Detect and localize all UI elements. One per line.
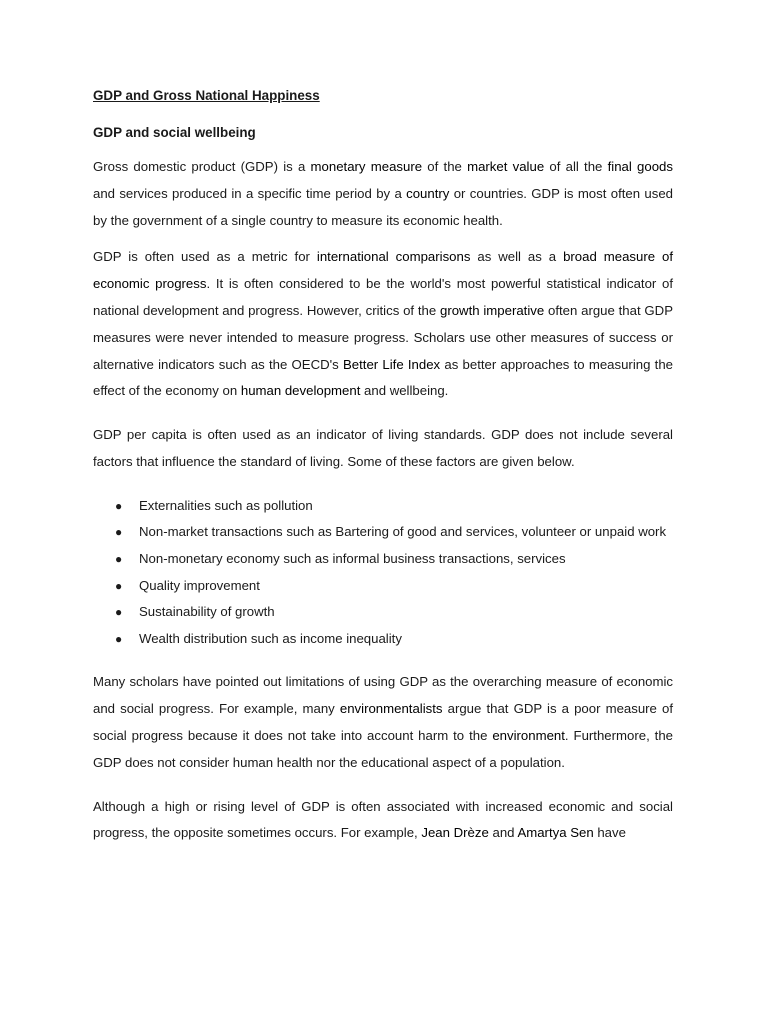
bullet-icon: ● — [115, 551, 123, 566]
link-market-value[interactable]: market value — [467, 159, 545, 174]
link-final-goods[interactable]: final goods — [607, 159, 673, 174]
list-item — [93, 599, 673, 626]
list-item-text: Sustainability of growth — [139, 604, 275, 620]
document-page — [93, 86, 673, 847]
text-run: or countries. GDP is most often used by the government of a single country to measure its economic health. — [93, 185, 673, 228]
list-item — [93, 493, 673, 520]
link-environmentalists[interactable]: environmentalists — [339, 701, 443, 717]
link-international-comparisons[interactable]: international comparisons — [316, 249, 471, 265]
link-amartya-sen[interactable]: Amartya Sen — [517, 825, 594, 841]
link-human-development[interactable]: human development — [240, 383, 361, 399]
paragraph-gdp-metric — [93, 244, 673, 405]
text-run: Gross domestic product (GDP) is a — [93, 159, 311, 174]
text-run: Although a high or rising level of GDP is often associated with increased economic and social progress, the opposite sometimes occurs. For example, — [93, 798, 673, 841]
paragraph-limitations — [93, 669, 673, 776]
bullet-icon: ● — [115, 605, 123, 620]
link-growth-imperative[interactable]: growth imperative — [440, 302, 545, 318]
list-item — [93, 519, 673, 546]
list-item — [93, 546, 673, 573]
link-better-life-index[interactable]: Better Life Index — [342, 356, 441, 372]
text-run: . Furthermore, the GDP does not consider human health nor the educational aspect of a population. — [93, 727, 673, 770]
list-item-text: Externalities such as pollution — [139, 497, 313, 513]
link-broad-measure[interactable]: broad measure of economic progress — [93, 249, 673, 292]
text-run: and services produced in a specific time period by a — [93, 185, 407, 201]
text-run: of the — [422, 159, 468, 174]
bullet-icon: ● — [115, 578, 123, 593]
link-environment[interactable]: environment — [492, 727, 565, 743]
text-run: argue that GDP is a poor measure of social progress because it does not take into account harm to the — [93, 701, 674, 743]
text-run: as better approaches to measuring the effect of the economy on — [93, 356, 673, 399]
list-item-text: Quality improvement — [139, 577, 260, 593]
text-run: of all the — [544, 159, 608, 174]
bullet-icon: ● — [115, 525, 123, 540]
paragraph-per-capita: GDP per capita is often used as an indicator of living standards. GDP does not include several factors that influence the standard of living. Some of these factors are given below. — [93, 427, 673, 469]
text-run: and wellbeing. — [360, 383, 449, 399]
link-country[interactable]: country — [406, 185, 450, 201]
section-heading: GDP and social wellbeing — [93, 125, 256, 140]
paragraph-gdp-definition — [93, 154, 673, 234]
list-item-text: Non-market transactions such as Bartering of good and services, volunteer or unpaid work — [139, 524, 667, 540]
bullet-icon: ● — [115, 498, 123, 513]
text-run: have — [593, 825, 626, 841]
link-monetary-measure[interactable]: monetary measure — [310, 159, 423, 174]
text-run: . It is often considered to be the world's most powerful statistical indicator of national development and progress. However, critics of the — [93, 276, 673, 318]
list-item-text: Non-monetary economy such as informal business transactions, services — [139, 550, 566, 566]
paragraph-rising-gdp — [93, 794, 673, 848]
link-jean-dreze[interactable]: Jean Drèze — [421, 825, 489, 841]
text-run: as well as a — [470, 249, 564, 265]
text-run: often argue that GDP measures were never intended to measure progress. Scholars use other measures of success or alternative indicators such as the OECD's — [93, 302, 673, 372]
bullet-icon: ● — [115, 631, 123, 646]
list-item — [93, 626, 673, 653]
document-title: GDP and Gross National Happiness — [93, 88, 320, 103]
factors-list — [93, 493, 673, 653]
list-item-text: Wealth distribution such as income inequality — [139, 630, 402, 646]
list-item — [93, 573, 673, 600]
text-run: and — [488, 825, 518, 841]
text-run: GDP is often used as a metric for — [93, 249, 317, 265]
text-run: Many scholars have pointed out limitations of using GDP as the overarching measure of economic and social progress. For example, many — [93, 674, 673, 717]
